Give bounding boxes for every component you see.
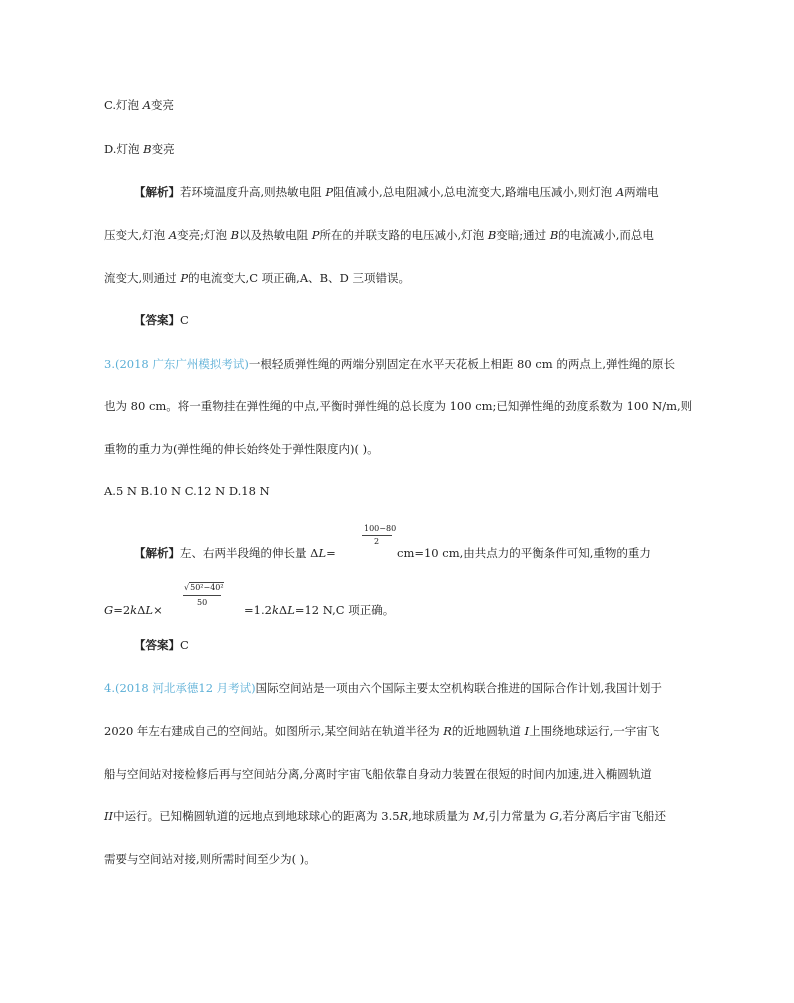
q3-analysis-line-1a (134, 545, 336, 561)
q4-text-3: 船与空间站对接检修后再与空间站分离,分离时宇宙飞船依靠自身动力装置在很短的时间内加速,进入椭圆轨道 (104, 767, 652, 781)
text-run: 阻值减小,总电阻减小,总电流变大,路端电压减小,则灯泡 (333, 185, 616, 199)
var: R (399, 809, 409, 823)
text-run: 左、右两半段绳的伸长量 Δ (180, 546, 319, 560)
analysis-label: 【解析】 (134, 546, 180, 560)
q3-answer (134, 637, 189, 653)
option-d-suffix: 变亮 (151, 142, 175, 156)
text-run: 以及热敏电阻 (239, 228, 312, 242)
fraction-1-denominator: 2 (374, 537, 380, 546)
text-run: 的近地圆轨道 (451, 724, 525, 738)
var: G (549, 809, 559, 823)
text-run: 两端电 (624, 185, 659, 199)
text-run: ,引力常量为 (484, 809, 550, 823)
text-run: 所在的并联支路的电压减小,灯泡 (319, 228, 488, 242)
q3-analysis-line-1b (397, 545, 651, 561)
q3-number: 3. (104, 357, 115, 371)
q3-text-3: 重物的重力为(弹性绳的伸长始终处于弹性限度内)( )。 (104, 442, 379, 456)
answer-value: C (180, 638, 189, 652)
q3-analysis-line-2b (244, 602, 394, 618)
text-run: = (326, 546, 336, 560)
q4-line-2 (104, 723, 659, 739)
fraction-1-numerator: 100−80 (364, 524, 397, 533)
answer-label: 【答案】 (134, 638, 180, 652)
var: P (311, 228, 320, 242)
sqrt-radicand: 50²−40² (190, 583, 224, 592)
q4-text-5: 需要与空间站对接,则所需时间至少为( )。 (104, 852, 316, 866)
var: R (443, 724, 452, 738)
fraction-1-bar (362, 535, 392, 536)
answer-label: 【答案】 (134, 313, 180, 327)
var: k (271, 603, 279, 617)
text-run: 变暗;通过 (496, 228, 550, 242)
text-run: × (153, 603, 163, 617)
answer-prev (134, 312, 189, 328)
var: k (130, 603, 138, 617)
var: A (615, 185, 625, 199)
text-run: ,地球质量为 (408, 809, 474, 823)
text-run: ,若分离后宇宙飞船还 (558, 809, 666, 823)
var: L (287, 603, 295, 617)
option-c-suffix: 变亮 (151, 98, 175, 112)
q4-line-1 (104, 680, 662, 696)
fraction-2-numerator: √50²−40² (184, 583, 224, 592)
q4-line-3 (104, 766, 652, 782)
fraction-2-denominator: 50 (197, 598, 208, 607)
text-run: 的电流减小,而总电 (558, 228, 654, 242)
var: L (145, 603, 154, 617)
answer-value: C (180, 313, 189, 327)
text-run: 压变大,灯泡 (104, 228, 169, 242)
option-d-prefix: D.灯泡 (104, 142, 144, 156)
var: A (168, 228, 178, 242)
var: P (180, 271, 189, 285)
text-run: 中运行。已知椭圆轨道的远地点到地球球心的距离为 3.5 (113, 809, 400, 823)
text-run: 的电流变大,C 项正确,A、B、D 三项错误。 (188, 271, 410, 285)
q3-options (104, 483, 270, 499)
text-run: =1.2 (244, 603, 272, 617)
text-run: =2 (113, 603, 131, 617)
analysis-prev-line-1 (134, 184, 659, 200)
text-run: 若环境温度升高,则热敏电阻 (180, 185, 326, 199)
q3-options-text: A.5 N B.10 N C.12 N D.18 N (104, 484, 270, 498)
var: L (318, 546, 327, 560)
text-run: =12 N,C 项正确。 (294, 603, 395, 617)
text-run: 流变大,则通过 (104, 271, 181, 285)
text-run: 变亮;灯泡 (177, 228, 231, 242)
option-c-prefix: C.灯泡 (104, 98, 143, 112)
text-run: Δ (137, 603, 146, 617)
q3-text-1: 一根轻质弹性绳的两端分别固定在水平天花板上相距 80 cm 的两点上,弹性绳的原长 (248, 357, 675, 371)
var: II (104, 809, 114, 823)
analysis-prev-line-3 (104, 270, 410, 286)
var: B (549, 228, 559, 242)
q4-source: (2018 河北承德12 月考试) (114, 681, 256, 695)
var: I (524, 724, 530, 738)
text-run: Δ (278, 603, 288, 617)
q4-number: 4. (104, 681, 115, 695)
var: P (325, 185, 334, 199)
q3-analysis-line-2a (104, 602, 163, 618)
text-run: cm=10 cm,由共点力的平衡条件可知,重物的重力 (397, 546, 651, 560)
analysis-label: 【解析】 (134, 185, 180, 199)
analysis-prev-line-2 (104, 227, 654, 243)
var: B (487, 228, 497, 242)
q3-source: (2018 广东广州模拟考试) (114, 357, 249, 371)
option-d-var: B (143, 142, 152, 156)
q4-line-5 (104, 851, 316, 867)
q4-line-4 (104, 808, 666, 824)
q3-text-2: 也为 80 cm。将一重物挂在弹性绳的中点,平衡时弹性绳的总长度为 100 cm;已知弹性绳的劲度系数为 100 N/m,则 (104, 399, 693, 413)
q3-line-1 (104, 356, 675, 372)
var: M (473, 809, 485, 823)
option-c (104, 97, 174, 113)
q4-text-1: 国际空间站是一项由六个国际主要太空机构联合推进的国际合作计划,我国计划于 (255, 681, 662, 695)
var: B (230, 228, 240, 242)
q3-line-3 (104, 441, 379, 457)
text-run: 2020 年左右建成自己的空间站。如图所示,某空间站在轨道半径为 (104, 724, 444, 738)
option-d (104, 141, 175, 157)
option-c-var: A (142, 98, 152, 112)
fraction-2-bar (183, 595, 221, 596)
var: G (104, 603, 114, 617)
text-run: 上围绕地球运行,一宇宙飞 (529, 724, 660, 738)
q3-line-2 (104, 398, 692, 414)
